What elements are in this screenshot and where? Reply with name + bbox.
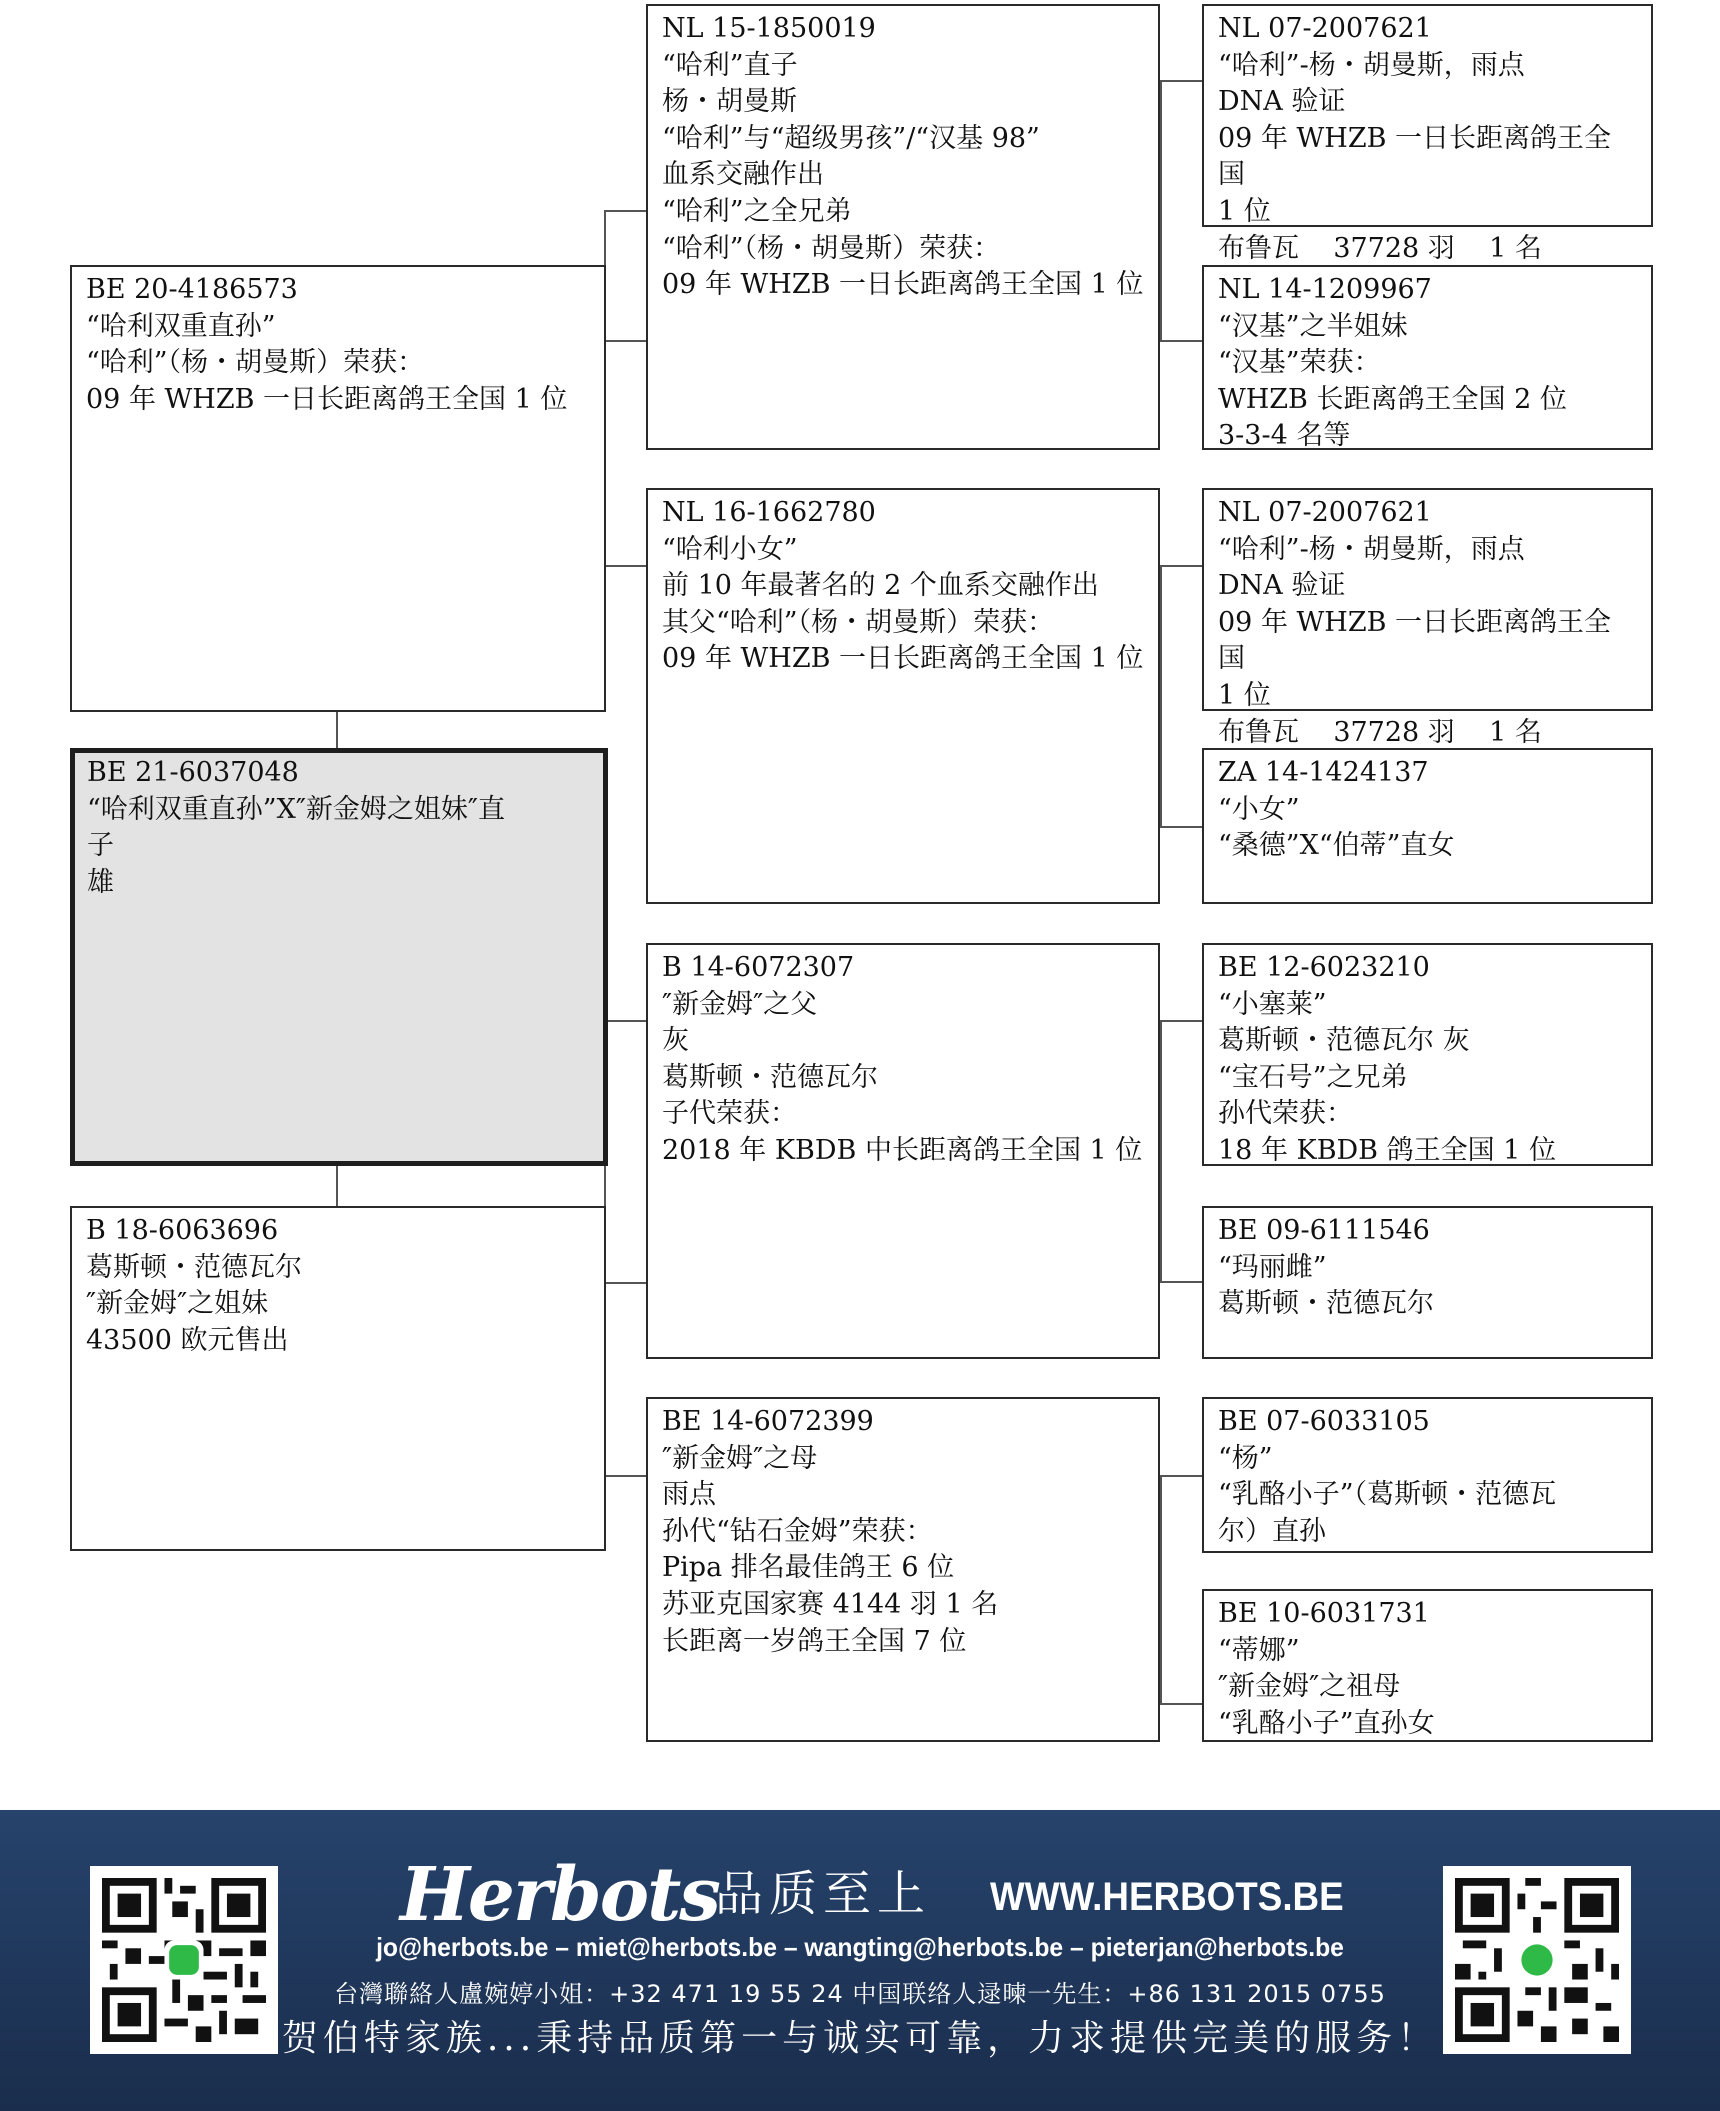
ring-number: BE 20-4186573 bbox=[86, 274, 298, 305]
info-line: “哈利”之全兄弟 bbox=[662, 195, 852, 227]
ring-number: B 14-6072307 bbox=[662, 952, 855, 983]
footer-banner bbox=[0, 1810, 1720, 2111]
ring-number: BE 12-6023210 bbox=[1218, 952, 1430, 983]
ring-number: NL 15-1850019 bbox=[662, 13, 876, 44]
info-line: 18 年 KBDB 鸽王全国 1 位 bbox=[1218, 1134, 1556, 1166]
info-line: “乳酪小子”直孙女 bbox=[1218, 1707, 1435, 1739]
info-line: 孙代荣获： bbox=[1218, 1098, 1353, 1130]
ggp-box-6 bbox=[1202, 1206, 1653, 1359]
info-line: “蒂娜” bbox=[1218, 1634, 1300, 1666]
ggp-box-7 bbox=[1202, 1397, 1653, 1553]
info-line: 杨・胡曼斯 bbox=[662, 86, 797, 118]
ring-number: BE 07-6033105 bbox=[1218, 1406, 1430, 1437]
info-line: “乳酪小子”（葛斯顿・范德瓦 bbox=[1218, 1479, 1557, 1511]
connector bbox=[604, 1020, 646, 1022]
info-line: “哈利”与“超级男孩”/“汉基 98” bbox=[662, 122, 1040, 154]
connector bbox=[1160, 1020, 1202, 1022]
qr-code-icon bbox=[1455, 1878, 1619, 2042]
info-line: Pipa 排名最佳鸽王 6 位 bbox=[662, 1552, 955, 1584]
ggp-box-3 bbox=[1202, 488, 1653, 748]
connector bbox=[1160, 340, 1202, 342]
info-line: 雨点 bbox=[662, 1479, 716, 1511]
info-line: “汉基”之半姐妹 bbox=[1218, 310, 1408, 342]
ring-number: BE 10-6031731 bbox=[1218, 1598, 1430, 1629]
ring-number: B 18-6063696 bbox=[86, 1215, 279, 1246]
info-line: DNA 验证 bbox=[1218, 86, 1346, 118]
ggp-box-8 bbox=[1202, 1589, 1653, 1742]
subject-box bbox=[70, 748, 608, 1166]
info-line: 长距离一岁鸽王全国 7 位 bbox=[662, 1625, 967, 1657]
ggp-box-4 bbox=[1202, 748, 1653, 904]
info-line: 其父“哈利”（杨・胡曼斯）荣获： bbox=[662, 606, 1055, 638]
info-line: 子 bbox=[87, 830, 114, 862]
ggp-box-1 bbox=[1202, 4, 1653, 264]
wechat-qr-code[interactable] bbox=[1443, 1866, 1631, 2054]
sire-box bbox=[70, 265, 606, 712]
ring-number: NL 14-1209967 bbox=[1218, 274, 1432, 305]
ring-number: BE 21-6037048 bbox=[87, 757, 299, 788]
info-line: “哈利双重直孙” bbox=[86, 310, 276, 342]
info-line: ″新金姆″之父 bbox=[662, 988, 818, 1020]
connector bbox=[1160, 565, 1202, 567]
info-line: “玛丽雌” bbox=[1218, 1251, 1327, 1283]
info-line: “哈利”-杨・胡曼斯，雨点 bbox=[1218, 49, 1525, 81]
info-line: “哈利”（杨・胡曼斯）荣获： bbox=[86, 347, 425, 379]
ring-number: BE 09-6111546 bbox=[1218, 1215, 1430, 1246]
info-line: “哈利”-杨・胡曼斯，雨点 bbox=[1218, 533, 1525, 565]
info-line: 葛斯顿・范德瓦尔 bbox=[86, 1251, 302, 1283]
wechat-icon bbox=[1521, 1944, 1552, 1975]
connector bbox=[604, 565, 646, 567]
info-line: 2018 年 KBDB 中长距离鸽王全国 1 位 bbox=[662, 1134, 1143, 1166]
info-line: 雄 bbox=[87, 866, 114, 898]
connector bbox=[604, 210, 646, 212]
connector bbox=[1160, 565, 1162, 827]
info-line: 09 年 WHZB 一日长距离鸽王全国 1 位 bbox=[662, 269, 1144, 301]
info-line: “小塞莱” bbox=[1218, 988, 1327, 1020]
info-line: 布鲁瓦 37728 羽 1 名 bbox=[1218, 716, 1542, 748]
info-line: ″新金姆″之母 bbox=[662, 1442, 818, 1474]
ggp-box-2 bbox=[1202, 265, 1653, 450]
info-line: 尔）直孙 bbox=[1218, 1515, 1326, 1547]
info-line: 灰 bbox=[662, 1025, 689, 1057]
ggp-box-5 bbox=[1202, 943, 1653, 1166]
info-line: “哈利”直子 bbox=[662, 49, 798, 81]
info-line: 1 位 bbox=[1218, 195, 1271, 227]
connector bbox=[1160, 826, 1202, 828]
connector bbox=[1160, 1475, 1162, 1704]
ring-number: NL 07-2007621 bbox=[1218, 13, 1432, 44]
info-line: 43500 欧元售出 bbox=[86, 1324, 289, 1356]
connector bbox=[336, 1166, 338, 1206]
website-link[interactable]: WWW.HERBOTS.BE bbox=[990, 1875, 1344, 1919]
sire-sire-box bbox=[646, 4, 1160, 450]
herbots-logo: Herbots bbox=[400, 1852, 719, 1938]
connector bbox=[1160, 1475, 1202, 1477]
info-line: 前 10 年最著名的 2 个血系交融作出 bbox=[662, 570, 1099, 602]
motto: 贺伯特家族...秉持品质第一与诚实可靠，力求提供完美的服务！ bbox=[281, 2018, 1439, 2059]
connector bbox=[1160, 80, 1162, 340]
info-line: “哈利双重直孙”X″新金姆之姐妹″直 bbox=[87, 793, 505, 825]
dam-box bbox=[70, 1206, 606, 1551]
info-line: “哈利”（杨・胡曼斯）荣获： bbox=[662, 232, 1001, 264]
info-line: “宝石号”之兄弟 bbox=[1218, 1061, 1408, 1093]
connector bbox=[1160, 1020, 1162, 1282]
info-line: 葛斯顿・范德瓦尔 bbox=[1218, 1288, 1434, 1320]
dam-sire-box bbox=[646, 943, 1160, 1359]
email-links[interactable]: jo@herbots.be – miet@herbots.be – wangting@herbots.be – pieterjan@herbots.be bbox=[376, 1932, 1344, 1962]
slogan: 品质至上 bbox=[715, 1866, 932, 1922]
ring-number: ZA 14-1424137 bbox=[1218, 757, 1429, 788]
info-line: 葛斯顿・范德瓦尔 bbox=[662, 1061, 878, 1093]
info-line: 09 年 WHZB 一日长距离鸽王全国 1 位 bbox=[86, 383, 568, 415]
info-line: 3-3-4 名等 bbox=[1218, 420, 1351, 452]
connector bbox=[1160, 1281, 1202, 1283]
dam-dam-box bbox=[646, 1397, 1160, 1742]
info-line: 葛斯顿・范德瓦尔 灰 bbox=[1218, 1025, 1470, 1057]
connector bbox=[604, 1282, 646, 1284]
info-line: 血系交融作出 bbox=[662, 159, 824, 191]
brand-row bbox=[400, 1850, 1360, 1940]
ring-number: NL 16-1662780 bbox=[662, 497, 876, 528]
info-line: 09 年 WHZB 一日长距离鸽王全国 1 位 bbox=[662, 643, 1144, 675]
info-line: “小女” bbox=[1218, 793, 1300, 825]
info-line: WHZB 长距离鸽王全国 2 位 bbox=[1218, 383, 1567, 415]
info-line: “汉基”荣获： bbox=[1218, 347, 1381, 379]
info-line: 孙代“钻石金姆”荣获： bbox=[662, 1515, 933, 1547]
info-line: DNA 验证 bbox=[1218, 570, 1346, 602]
sire-dam-box bbox=[646, 488, 1160, 904]
info-line: “桑德”X“伯蒂”直女 bbox=[1218, 830, 1455, 862]
connector bbox=[1160, 1703, 1202, 1705]
info-line: 子代荣获： bbox=[662, 1098, 797, 1130]
connector bbox=[604, 340, 646, 342]
ring-number: BE 14-6072399 bbox=[662, 1406, 874, 1437]
info-line: “哈利小女” bbox=[662, 533, 798, 565]
info-line: 09 年 WHZB 一日长距离鸽王全国 bbox=[1218, 122, 1612, 191]
info-line: 09 年 WHZB 一日长距离鸽王全国 bbox=[1218, 606, 1612, 675]
info-line: 布鲁瓦 37728 羽 1 名 bbox=[1218, 232, 1542, 264]
info-line: 1 位 bbox=[1218, 679, 1271, 711]
info-line: 苏亚克国家赛 4144 羽 1 名 bbox=[662, 1588, 999, 1620]
connector bbox=[604, 1475, 646, 1477]
info-line: ″新金姆″之祖母 bbox=[1218, 1671, 1401, 1703]
info-line: ″新金姆″之姐妹 bbox=[86, 1288, 269, 1320]
connector bbox=[1160, 80, 1202, 82]
contact-info: 台灣聯絡人盧婉婷小姐：+32 471 19 55 24 中国联络人逯暕一先生：+86 131 2015 0755 bbox=[334, 1980, 1386, 2008]
ring-number: NL 07-2007621 bbox=[1218, 497, 1432, 528]
connector bbox=[336, 712, 338, 748]
info-line: “杨” bbox=[1218, 1442, 1273, 1474]
